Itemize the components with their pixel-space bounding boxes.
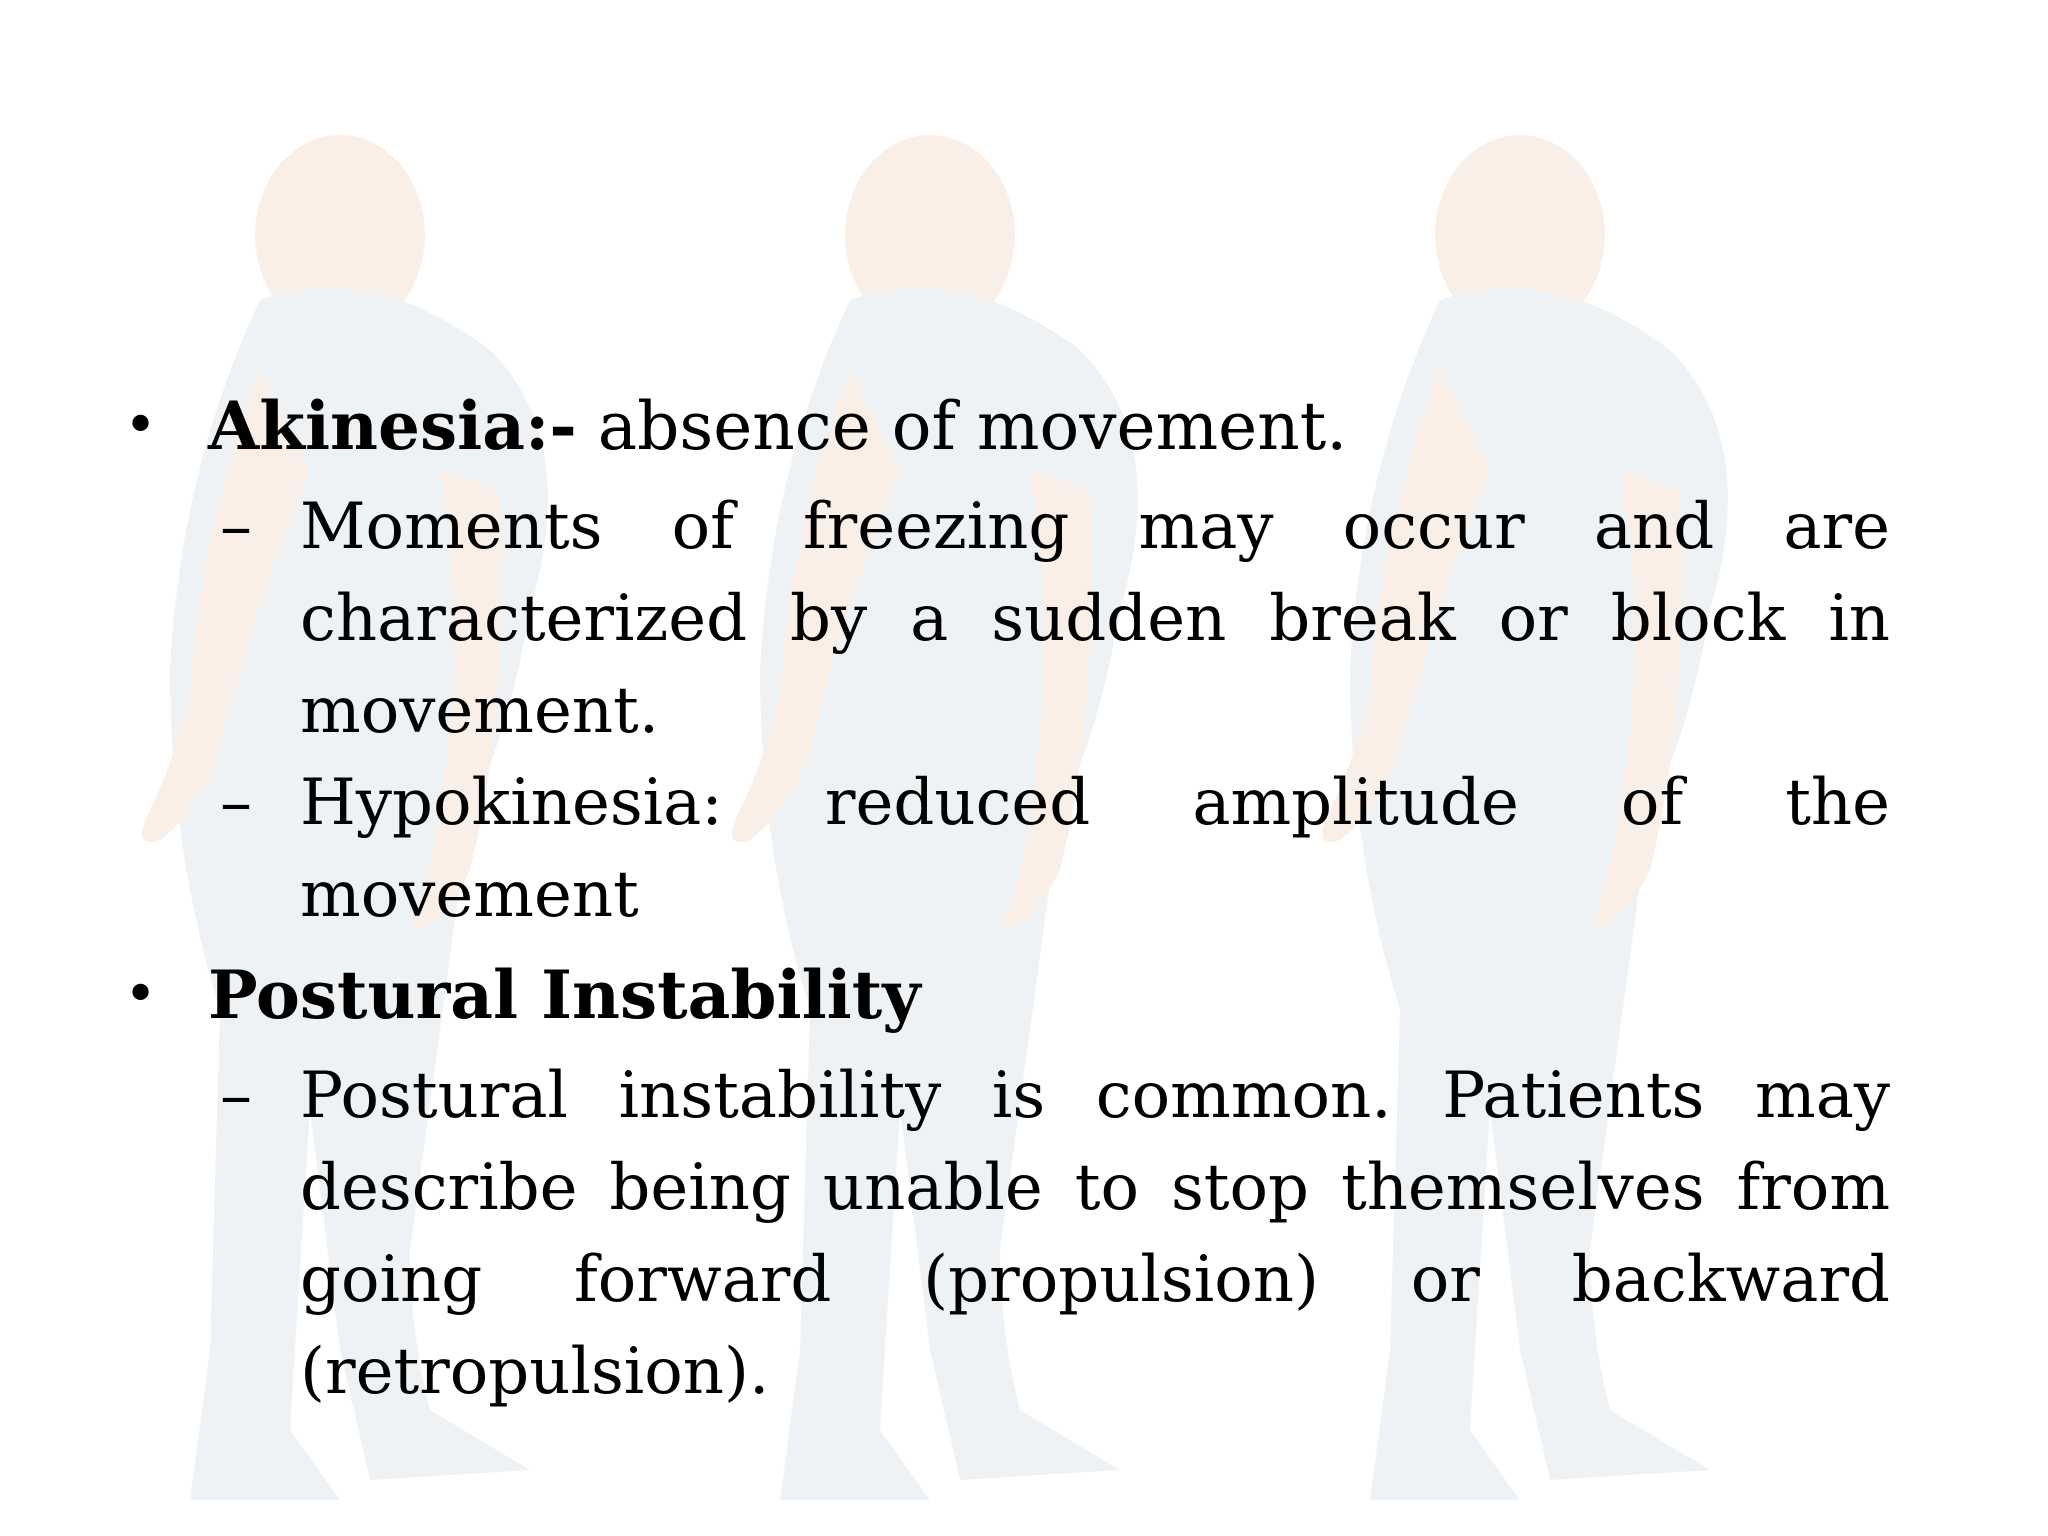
bullet-term: Postural Instability [208,956,921,1034]
bullet-item-postural-instability [120,949,1940,1042]
bullet-item-akinesia [120,380,1940,473]
subitem-text: Hypokinesia: reduced amplitude of the movement [300,766,1890,932]
subitem-freezing [120,481,1940,757]
bullet-term: Akinesia:- [208,387,577,465]
dash-icon: – [220,490,252,564]
bullet-dot-icon: • [124,393,158,458]
bullet-dot-icon: • [124,962,158,1027]
dash-icon: – [220,766,252,840]
bullet-list [120,380,1940,1418]
subitem-hypokinesia [120,757,1940,941]
subitem-text: Postural instability is common. Patients may describe being unable to stop themselves from going forward (propulsion) or backward (retropulsion). [300,1059,1890,1409]
subitem-postural-description [120,1050,1940,1418]
subitem-text: Moments of freezing may occur and are characterized by a sudden break or block in movement. [300,490,1890,748]
dash-icon: – [220,1059,252,1133]
bullet-text: absence of movement. [576,388,1348,465]
